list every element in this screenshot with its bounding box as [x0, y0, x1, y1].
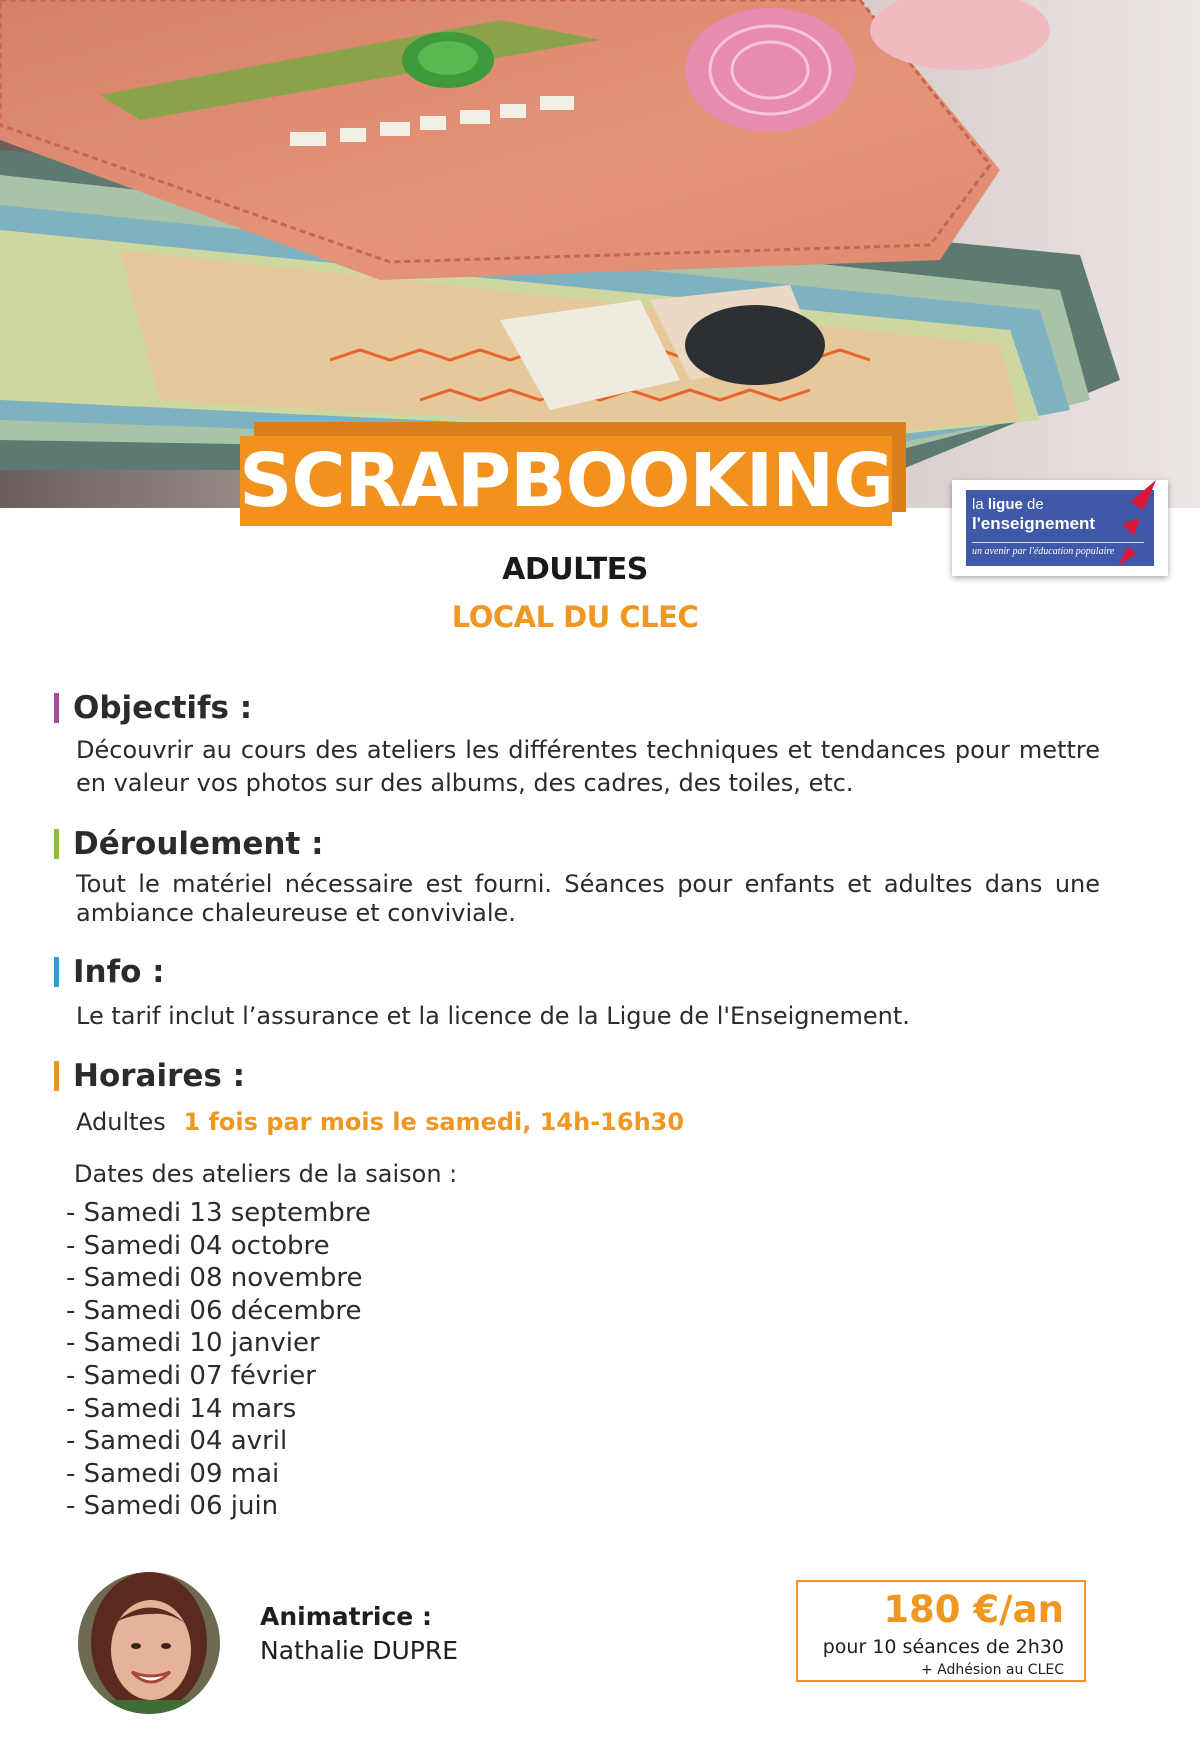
logo-panel: [966, 490, 1154, 566]
logo-text-line2: l'enseignement: [972, 514, 1096, 533]
ligue-enseignement-logo: [952, 480, 1168, 576]
schedule-frequency: 1 fois par mois le samedi, 14h-16h30: [183, 1108, 685, 1136]
dates-intro: Dates des ateliers de la saison :: [74, 1160, 458, 1188]
deroulement-title: Déroulement :: [73, 826, 324, 862]
date-item: - Samedi 06 juin: [66, 1491, 279, 1522]
deroulement-marker: [54, 829, 59, 859]
audience-label: ADULTES: [502, 552, 648, 587]
info-text: Le tarif inclut l’assurance et la licence de la Ligue de l'Enseignement.: [76, 1002, 910, 1030]
deroulement-text: Tout le matériel nécessaire est fourni. Séances pour enfants et adultes dans une ambiance chaleureuse et conviviale.: [76, 870, 1100, 927]
info-title: Info :: [73, 954, 165, 990]
price-amount: 180 €/an: [883, 1588, 1064, 1631]
horaires-title: Horaires :: [73, 1058, 246, 1094]
date-item: - Samedi 04 avril: [66, 1426, 288, 1457]
deroulement-heading: [54, 826, 323, 862]
info-marker: [54, 957, 59, 987]
date-item: - Samedi 13 septembre: [66, 1198, 371, 1228]
arrow-logo-icon: [1114, 480, 1164, 570]
objectifs-marker: [54, 693, 59, 723]
price-box: [796, 1580, 1086, 1682]
animator-label: Animatrice :: [260, 1602, 432, 1631]
location-label: LOCAL DU CLEC: [451, 600, 699, 634]
objectifs-heading: [54, 690, 252, 726]
dates-list: [66, 1197, 371, 1523]
logo-text-line1: la ligue de: [972, 496, 1044, 513]
title-banner: [240, 436, 892, 526]
price-detail: pour 10 séances de 2h30: [822, 1636, 1064, 1658]
horaires-heading: [54, 1058, 245, 1094]
objectifs-title: Objectifs :: [73, 690, 253, 726]
date-item: - Samedi 07 février: [66, 1360, 316, 1391]
horaires-marker: [54, 1061, 59, 1091]
date-item: - Samedi 14 mars: [66, 1393, 297, 1424]
page-title: SCRAPBOOKING: [239, 438, 893, 524]
animator-avatar: [78, 1572, 220, 1714]
objectifs-text: Découvrir au cours des ateliers les différentes techniques et tendances pour mettre en valeur vos photos sur des albums, des cadres, des toiles, etc.: [76, 736, 1100, 797]
schedule-group: Adultes: [76, 1108, 166, 1136]
date-item: - Samedi 06 décembre: [66, 1295, 362, 1326]
schedule-line: [76, 1108, 684, 1136]
date-item: - Samedi 08 novembre: [66, 1263, 363, 1294]
animator-name: Nathalie DUPRE: [260, 1636, 458, 1665]
date-item: - Samedi 09 mai: [66, 1458, 280, 1489]
title-box: [240, 436, 892, 526]
avatar-portrait-icon: [78, 1572, 220, 1714]
date-item: - Samedi 04 octobre: [66, 1230, 330, 1261]
date-item: - Samedi 10 janvier: [66, 1328, 320, 1359]
info-heading: [54, 954, 165, 990]
logo-tagline: un avenir par l'éducation populaire: [972, 542, 1144, 557]
price-extra: + Adhésion au CLEC: [920, 1662, 1064, 1678]
